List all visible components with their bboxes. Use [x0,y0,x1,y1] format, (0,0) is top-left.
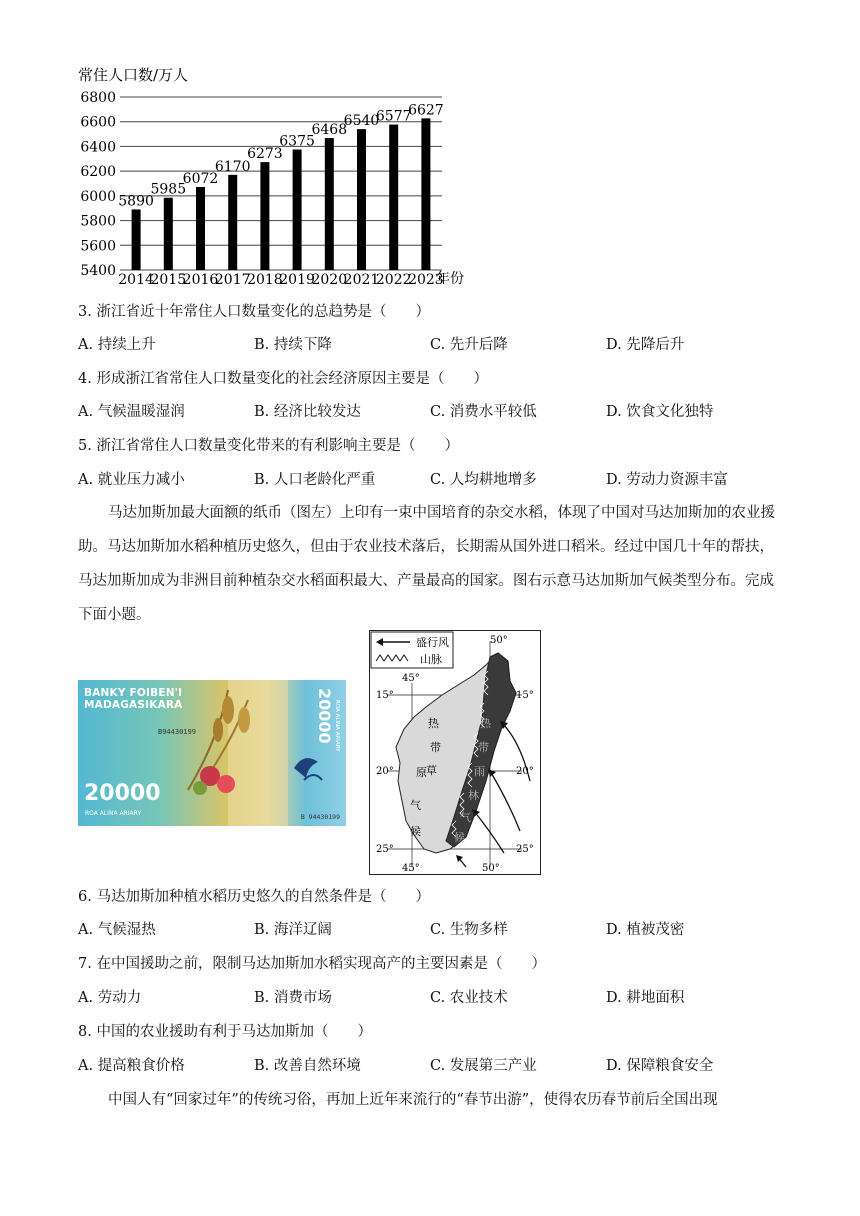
question-6: 6. 马达加斯加种植水稻历史悠久的自然条件是（ ） [78,889,430,905]
banknote-title-line2: MADAGASIKARA [84,699,183,711]
banknote-denomination-words: ROA ALINA ARIARY [85,810,142,817]
q4-option-a[interactable]: A. 气候温暖湿润 [78,404,185,420]
q6-option-b[interactable]: B. 海洋辽阔 [254,922,332,938]
q5-option-b[interactable]: B. 人口老龄化严重 [254,472,376,488]
east-zone-char-6: 候 [454,831,465,844]
x-tick-label-2023: 2023 [408,272,444,286]
q5-option-a[interactable]: A. 就业压力减小 [78,472,185,488]
west-zone-char-3: 草 [426,764,437,777]
y-tick-label: 6000 [80,188,116,205]
x-tick-label-2019: 2019 [279,272,315,286]
question-3: 3. 浙江省近十年常住人口数量变化的总趋势是（ ） [78,304,430,320]
q7-option-c[interactable]: C. 农业技术 [430,990,508,1006]
bar-2023 [421,118,430,270]
bar-value-label-2017: 6170 [214,158,251,175]
bar-2022 [389,125,398,270]
x-tick-label-2017: 2017 [214,272,251,286]
passage-spring-festival: 中国人有“回家过年”的传统习俗，再加上近年来流行的“春节出游”，使得农历春节前后全国出现 [108,1092,718,1108]
bar-2021 [357,129,366,270]
x-axis-label: 年份 [436,271,464,286]
q5-option-c[interactable]: C. 人均耕地增多 [430,472,537,488]
y-tick-label: 5400 [80,263,116,279]
q3-option-c[interactable]: C. 先升后降 [430,337,508,353]
west-zone-char-2: 带 [430,741,441,754]
legend-wind-label: 盛行风 [416,636,449,649]
y-tick-label: 5600 [80,238,116,255]
banknote-title-line1: BANKY FOIBEN'I [84,687,183,699]
q5-option-d[interactable]: D. 劳动力资源丰富 [606,472,728,488]
lon-label-50-bottom: 50° [482,863,500,874]
banknote-serial: B94430199 [158,728,196,736]
q8-option-b[interactable]: B. 改善自然环境 [254,1058,361,1074]
banknote-denomination: 20000 [84,781,161,806]
x-tick-label-2021: 2021 [343,272,380,286]
y-tick-label: 6200 [80,164,116,181]
banknote-denomination-vertical: 20000 [315,688,334,744]
y-tick-label: 6800 [80,90,116,106]
q7-option-a[interactable]: A. 劳动力 [78,990,142,1006]
q7-option-b[interactable]: B. 消费市场 [254,990,332,1006]
west-zone-char-1: 热 [428,717,439,730]
west-zone-char-6: 候 [410,825,421,838]
lon-label-45-bottom: 45° [402,863,420,874]
q4-option-c[interactable]: C. 消费水平较低 [430,404,537,420]
y-tick-label: 6600 [80,114,116,131]
q4-option-d[interactable]: D. 饮食文化独特 [606,404,714,420]
bar-2018 [260,162,269,270]
bar-value-label-2020: 6468 [311,122,348,139]
bar-value-label-2015: 5985 [150,181,187,198]
lat-label-25-left: 25° [376,844,394,855]
question-8: 8. 中国的农业援助有利于马达加斯加（ ） [78,1024,372,1040]
y-tick-label: 6400 [80,139,116,156]
bar-value-label-2021: 6540 [343,113,380,130]
lon-label-50-top: 50° [490,635,508,646]
q8-option-a[interactable]: A. 提高粮食价格 [78,1058,185,1074]
x-tick-label-2020: 2020 [311,272,348,286]
q8-option-d[interactable]: D. 保障粮食安全 [606,1058,714,1074]
east-zone-char-2: 带 [478,741,489,754]
question-4: 4. 形成浙江省常住人口数量变化的社会经济原因主要是（ ） [78,371,488,387]
banknote-words-vertical: ROA ALINA ARIARY [334,700,340,752]
population-bar-chart [70,60,470,286]
passage-madagascar: 马达加斯加最大面额的纸币（图左）上印有一束中国培育的杂交水稻，体现了中国对马达加斯加的农业援助。马达加斯加水稻种植历史悠久，但由于农业技术落后，长期需从国外进口稻米。经过中国几十年的帮扶，马达加斯加成为非洲目前种植杂交水稻面积最大、产量最高的国家。图右示意马达加斯加气候类型分布。完成下面小题。 [78,505,775,623]
bar-2020 [325,138,334,270]
y-axis-label: 常住人口数/万人 [78,66,189,84]
madagascar-climate-map [369,630,541,875]
bar-value-label-2022: 6577 [375,108,412,125]
lat-label-15-left: 15° [376,690,394,701]
map-drawing [370,631,540,874]
bar-value-label-2019: 6375 [279,133,315,150]
east-zone-char-1: 热 [480,717,491,730]
bar-value-label-2023: 6627 [408,102,444,119]
x-tick-label-2018: 2018 [247,272,283,286]
x-tick-label-2016: 2016 [182,272,219,286]
bar-2019 [293,150,302,270]
banknote-image [78,680,346,826]
bar-2014 [132,209,141,270]
east-zone-char-3: 雨 [474,765,485,778]
q6-option-a[interactable]: A. 气候湿热 [78,922,156,938]
east-zone-char-5: 气 [460,811,471,824]
q6-option-c[interactable]: C. 生物多样 [430,922,508,938]
east-zone-char-4: 林 [468,789,479,802]
lat-label-20-right: 20° [516,766,534,777]
bar-value-label-2014: 5890 [118,193,154,210]
q3-option-d[interactable]: D. 先降后升 [606,337,685,353]
x-tick-label-2015: 2015 [150,272,187,286]
bar-2017 [228,175,237,270]
x-tick-label-2022: 2022 [375,272,412,286]
bar-2016 [196,187,205,270]
q7-option-d[interactable]: D. 耕地面积 [606,990,685,1006]
west-zone-char-4: 原 [416,766,427,779]
question-5: 5. 浙江省常住人口数量变化带来的有利影响主要是（ ） [78,438,459,454]
lat-label-15-right: 15° [516,690,534,701]
banknote-serial-2: B 94430199 [300,813,340,821]
y-tick-label: 5800 [80,213,116,230]
x-tick-label-2014: 2014 [118,272,154,286]
q3-option-b[interactable]: B. 持续下降 [254,337,332,353]
bar-value-label-2018: 6273 [247,146,283,163]
lon-label-45-top: 45° [402,673,420,684]
lat-label-20-left: 20° [376,766,394,777]
q6-option-d[interactable]: D. 植被茂密 [606,922,685,938]
legend-mountain-label: 山脉 [420,653,442,666]
q8-option-c[interactable]: C. 发展第三产业 [430,1058,537,1074]
q3-option-a[interactable]: A. 持续上升 [78,337,156,353]
west-zone-char-5: 气 [410,799,421,812]
q4-option-b[interactable]: B. 经济比较发达 [254,404,361,420]
lat-label-25-right: 25° [516,844,534,855]
bar-value-label-2016: 6072 [182,170,219,187]
bar-2015 [164,198,173,270]
question-7: 7. 在中国援助之前，限制马达加斯加水稻实现高产的主要因素是（ ） [78,956,546,972]
